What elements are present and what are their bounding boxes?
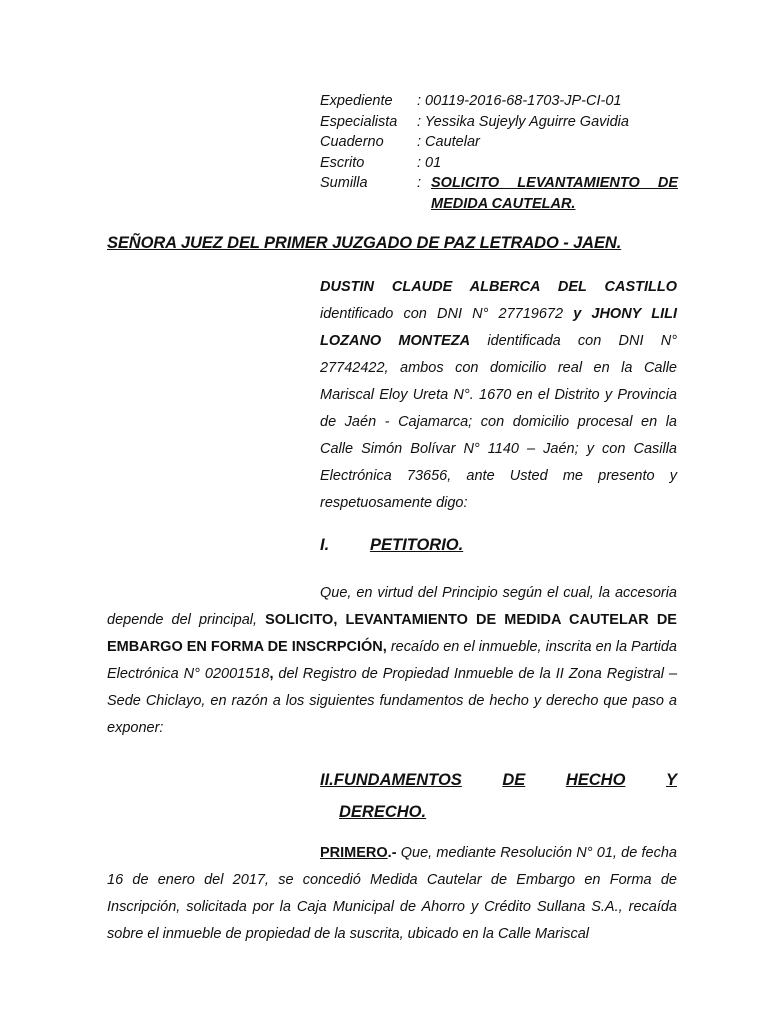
especialista-value: : Yessika Sujeyly Aguirre Gavidia — [417, 113, 629, 130]
meta-row-sumilla — [320, 173, 678, 214]
primero-lead: PRIMERO — [320, 845, 388, 861]
petitorio-text-2: recaído en el inmueble, inscrita en la Partida Electrónica N° 02001518 — [107, 639, 677, 682]
cuaderno-label: Cuaderno — [320, 134, 384, 150]
section-heading-fundamentos — [320, 764, 677, 828]
meta-row-escrito — [320, 153, 678, 174]
section-2-word-y: Y — [665, 771, 677, 789]
addressee-heading: SEÑORA JUEZ DEL PRIMER JUZGADO DE PAZ LETRADO - JAEN. — [107, 234, 622, 252]
sumilla-value — [417, 173, 678, 214]
section-2-word-1 — [320, 764, 462, 796]
sumilla-colon: : — [417, 175, 422, 191]
meta-row-especialista — [320, 112, 678, 133]
escrito-value: : 01 — [417, 154, 442, 171]
intro-text-1: identificado con DNI N° 27719672 — [320, 306, 574, 322]
section-heading-petitorio — [320, 536, 463, 555]
especialista-label: Especialista — [320, 113, 398, 130]
escrito-label: Escrito — [320, 154, 365, 171]
meta-row-expediente — [320, 91, 678, 112]
party-name-2: y JHONY LILI LOZANO MONTEZA — [320, 306, 677, 349]
primero-paragraph — [107, 840, 677, 948]
intro-paragraph — [320, 274, 677, 517]
section-2-word-hecho: HECHO — [565, 771, 626, 789]
expediente-value: : 00119-2016-68-1703-JP-CI-01 — [417, 93, 622, 109]
sumilla-line-1: SOLICITO LEVANTAMIENTO DE — [431, 175, 678, 191]
expediente-label: Expediente — [320, 93, 393, 109]
section-1-title: PETITORIO. — [370, 536, 464, 554]
party-name-1: DUSTIN CLAUDE ALBERCA DEL CASTILLO — [320, 279, 677, 295]
section-2-word-fundamentos: FUNDAMENTOS — [333, 771, 462, 789]
sumilla-text — [431, 173, 678, 214]
cuaderno-value: : Cautelar — [417, 134, 480, 150]
petitorio-text-1: Que, en virtud del Principio según el cual, la accesoria depende del principal, — [107, 585, 677, 628]
section-2-line-1 — [320, 764, 677, 796]
petitorio-text-3: del Registro de Propiedad Inmueble de la II Zona Registral – Sede Chiclayo, en razón a los siguientes fundamentos de hecho y derecho que paso a exponer: — [107, 666, 678, 736]
petitorio-paragraph — [107, 580, 677, 742]
section-2-line-2: DERECHO. — [339, 803, 427, 821]
sumilla-label: Sumilla — [320, 175, 368, 191]
primero-text: Que, mediante Resolución N° 01, de fecha 16 de enero del 2017, se concedió Medida Cautelar de Embargo en Forma de Inscripción, solicitada por la Caja Municipal de Ahorro y Crédito Sullana S.A., recaída sobre el inmueble de propiedad de la suscrita, ubicado en la Calle Mariscal — [107, 845, 677, 942]
petitorio-comma: , — [269, 666, 274, 682]
case-header — [320, 91, 678, 214]
section-2-number: II. — [320, 771, 334, 789]
section-1-number: I. — [320, 536, 330, 554]
primero-dash: .- — [387, 845, 397, 861]
petitorio-request: SOLICITO, LEVANTAMIENTO DE MEDIDA CAUTELAR DE EMBARGO EN FORMA DE INSCRPCIÓN, — [107, 612, 677, 655]
intro-text-2: identificada con DNI N° 27742422, ambos con domicilio real en la Calle Mariscal Eloy Ureta N°. 1670 en el Distrito y Provincia de Jaén - Cajamarca; con domicilio procesal en la Calle Simón Bolívar N° 1140 – Jaén; y con Casilla Electrónica 73656, ante Usted me presento y respetuosamente digo: — [320, 333, 677, 511]
meta-row-cuaderno — [320, 132, 678, 153]
sumilla-line-2: MEDIDA CAUTELAR. — [431, 195, 576, 212]
section-2-word-de: DE — [502, 771, 526, 789]
